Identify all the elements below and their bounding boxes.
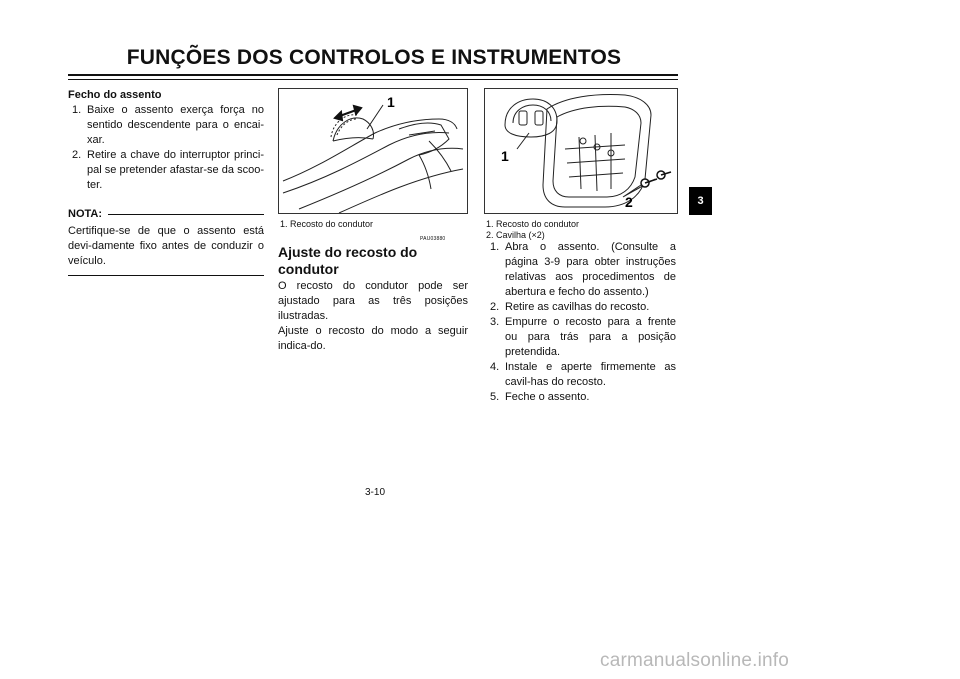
paragraph: O recosto do condutor pode ser ajustado para as três posições ilustradas. [278, 280, 468, 322]
caption-line-1: 1. Recosto do condutor [486, 219, 580, 229]
step-number: 5. [490, 391, 500, 403]
list-item [486, 300, 676, 315]
step-text: Baixe o assento exerça força no sentido descendente para o encai-xar. [87, 104, 264, 146]
list-item [486, 360, 676, 390]
figure-caption: 1. Recosto do condutor [280, 219, 374, 229]
list-item [68, 148, 264, 193]
section-heading: Ajuste do recosto do condutor [278, 244, 418, 277]
seat-closing-section [68, 88, 264, 276]
caption-line-2: 2. Cavilha (×2) [486, 230, 545, 240]
step-number: 2. [72, 149, 82, 161]
step-text: Abra o assento. (Consulte a página 3-9 para obter instruções relativas aos procedimentos de abertura e fecho do assento.) [505, 241, 676, 298]
paragraph: Ajuste o recosto do modo a seguir indica-do. [278, 325, 468, 352]
callout-2: 2 [625, 194, 633, 210]
step-text: Instale e aperte firmemente as cavil-has do recosto. [505, 361, 676, 388]
backrest-adjustment-section [278, 244, 468, 354]
page-title: FUNÇÕES DOS CONTROLOS E INSTRUMENTOS [126, 46, 622, 69]
chapter-tab: 3 [689, 187, 712, 215]
steps-list [68, 103, 264, 193]
callout-1: 1 [501, 148, 509, 164]
note-text: Certifique-se de que o assento está devi-damente fixo antes de conduzir o veículo. [68, 225, 264, 267]
step-text: Retire a chave do interruptor princi-pal se pretender afastar-se da scoo-ter. [87, 149, 264, 191]
note-heading [68, 207, 264, 222]
section-heading: Fecho do assento [68, 89, 162, 101]
step-number: 2. [490, 301, 500, 313]
step-text: Empurre o recosto para a frente ou para trás para a posição pretendida. [505, 316, 676, 358]
list-item [486, 315, 676, 360]
list-item [486, 390, 676, 405]
step-number: 4. [490, 361, 500, 373]
backrest-illustration [278, 88, 468, 214]
step-number: 1. [490, 241, 500, 253]
step-number: 3. [490, 316, 500, 328]
step-text: Retire as cavilhas do recosto. [505, 301, 650, 313]
steps-list [486, 240, 676, 405]
figure-caption [486, 219, 579, 241]
adjustment-steps-section [486, 240, 676, 405]
watermark: carmanualsonline.info [600, 650, 790, 671]
reference-code: PAU03880 [420, 236, 446, 242]
header-rule-thin [68, 79, 678, 80]
list-item [486, 240, 676, 300]
note-rule [108, 214, 264, 215]
seat-backrest-drawing [279, 89, 467, 213]
callout-1: 1 [387, 94, 395, 110]
note-end-rule [68, 275, 264, 276]
step-number: 1. [72, 104, 82, 116]
page-number: 3-10 [364, 487, 385, 498]
list-item [68, 103, 264, 148]
note-label: NOTA: [68, 208, 103, 220]
backrest-bolts-illustration [484, 88, 678, 214]
seat-open-drawing [485, 89, 677, 213]
step-text: Feche o assento. [505, 391, 590, 403]
header-rule-thick [68, 74, 678, 76]
